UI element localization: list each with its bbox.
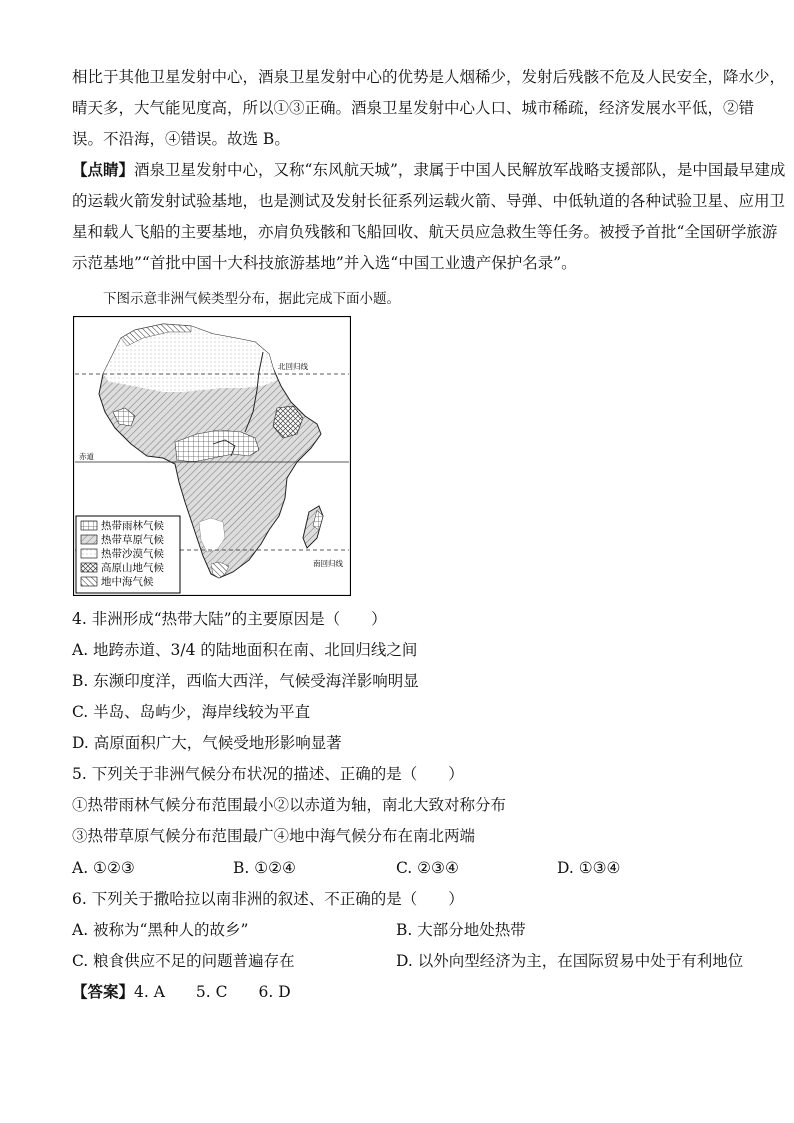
north-tropic-label: 北回归线 bbox=[278, 362, 308, 371]
africa-climate-map bbox=[73, 316, 351, 596]
analysis-line-2: 晴天多，大气能见度高，所以①③正确。酒泉卫星发射中心人口、城市稀疏，经济发展水平低，②错 bbox=[72, 99, 755, 117]
q4-option-c: C. 半岛、岛屿少，海岸线较为平直 bbox=[72, 703, 311, 721]
legend-swatch-rainforest bbox=[81, 521, 97, 530]
q6-stem: 6. 下列关于撒哈拉以南非洲的叙述、不正确的是（ ） bbox=[72, 890, 464, 908]
legend-label-desert: 热带沙漠气候 bbox=[101, 548, 164, 560]
tip-tag: 【点睛】 bbox=[72, 160, 135, 179]
q6-option-c: C. 粮食供应不足的问题普遍存在 bbox=[72, 952, 295, 970]
legend-swatch-highland bbox=[81, 563, 97, 572]
answer-tag: 【答案】 bbox=[72, 982, 135, 1001]
tip-line-1 bbox=[72, 159, 785, 181]
q4-option-a: A. 地跨赤道、3/4 的陆地面积在南、北回归线之间 bbox=[72, 641, 418, 659]
tip-line-2: 的运载火箭发射试验基地，也是测试及发射长征系列运载火箭、导弹、中低轨道的各种试验卫星、应用卫 bbox=[72, 192, 786, 210]
q6-option-b: B. 大部分地处热带 bbox=[396, 921, 526, 939]
q4-option-b: B. 东濒印度洋，西临大西洋，气候受海洋影响明显 bbox=[72, 672, 419, 690]
figure-caption: 下图示意非洲气候类型分布，据此完成下面小题。 bbox=[103, 291, 400, 307]
q6-option-a: A. 被称为“黑种人的故乡” bbox=[72, 921, 249, 939]
legend-swatch-savanna bbox=[81, 535, 97, 544]
legend-label-rainforest: 热带雨林气候 bbox=[101, 520, 164, 532]
q4-option-d: D. 高原面积广大，气候受地形影响显著 bbox=[72, 734, 342, 752]
q5-statement-1: ①热带雨林气候分布范围最小②以赤道为轴，南北大致对称分布 bbox=[72, 796, 507, 814]
map-legend bbox=[76, 516, 180, 593]
legend-swatch-mediterranean bbox=[81, 577, 97, 586]
q5-option-a: A. ①②③ bbox=[72, 859, 135, 877]
q5-stem: 5. 下列关于非洲气候分布状况的描述、正确的是（ ） bbox=[72, 765, 464, 783]
legend-label-highland: 高原山地气候 bbox=[101, 562, 164, 574]
q5-option-c: C. ②③④ bbox=[396, 859, 459, 877]
q5-option-b: B. ①②④ bbox=[233, 859, 296, 877]
q6-option-d: D. 以外向型经济为主，在国际贸易中处于有利地位 bbox=[396, 952, 744, 970]
legend-label-savanna: 热带草原气候 bbox=[101, 534, 164, 546]
legend-label-mediterranean: 地中海气候 bbox=[101, 576, 154, 588]
answer-line bbox=[72, 981, 291, 1003]
q4-stem: 4. 非洲形成“热带大陆”的主要原因是（ ） bbox=[72, 610, 387, 628]
tip-text-1: 酒泉卫星发射中心，又称“东风航天城”，隶属于中国人民解放军战略支援部队，是中国最早建成 bbox=[134, 161, 786, 179]
q5-statement-2: ③热带草原气候分布范围最广④地中海气候分布在南北两端 bbox=[72, 827, 476, 845]
analysis-line-3: 误。不沿海，④错误。故选 B。 bbox=[72, 130, 290, 148]
answer-text: 4. A 5. C 6. D bbox=[134, 983, 291, 1001]
q5-option-d: D. ①③④ bbox=[557, 859, 621, 877]
analysis-line-1: 相比于其他卫星发射中心，酒泉卫星发射中心的优势是人烟稀少，发射后残骸不危及人民安全，降水少， bbox=[72, 68, 786, 86]
tip-line-3: 星和载人飞船的主要基地，亦肩负残骸和飞船回收、航天员应急救生等任务。被授予首批“全国研学旅游 bbox=[72, 223, 778, 241]
tip-line-4: 示范基地”“首批中国十大科技旅游基地”并入选“中国工业遗产保护名录”。 bbox=[72, 254, 577, 272]
south-tropic-label: 南回归线 bbox=[313, 559, 343, 568]
legend-swatch-desert bbox=[81, 549, 97, 558]
equator-label: 赤道 bbox=[79, 452, 94, 461]
